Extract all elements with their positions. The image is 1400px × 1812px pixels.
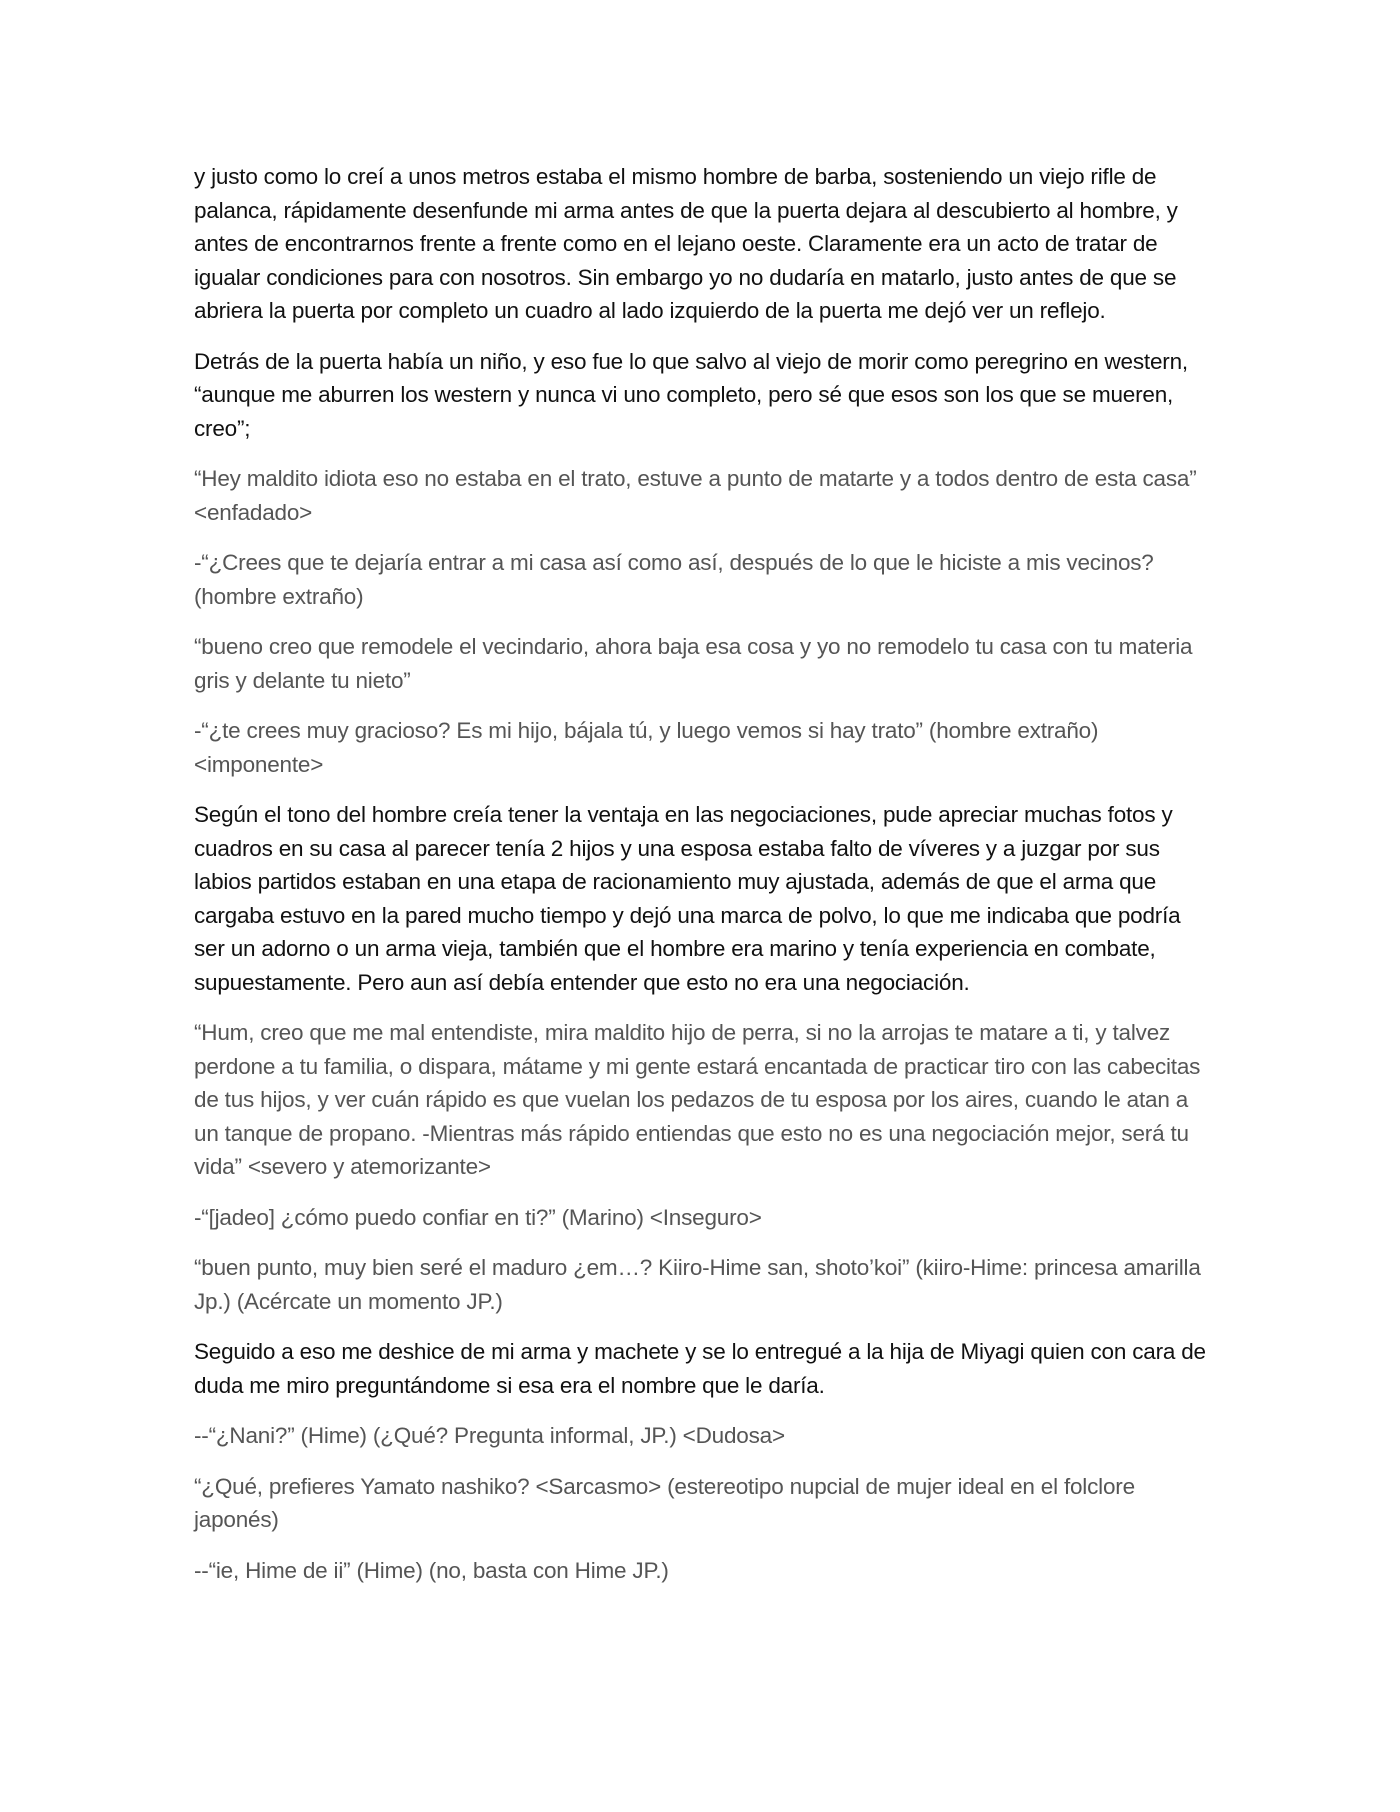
- narration-paragraph: Según el tono del hombre creía tener la ventaja en las negociaciones, pude apreciar muchas fotos y cuadros en su casa al parecer tenía 2 hijos y una esposa estaba falto de víveres y a juzgar por sus labios partidos estaban en una etapa de racionamiento muy ajustada, además de que el arma que cargaba estuvo en la pared mucho tiempo y dejó una marca de polvo, lo que me indicaba que podría ser un adorno o un arma vieja, también que el hombre era marino y tenía experiencia en combate, supuestamente. Pero aun así debía entender que esto no era una negociación.: [194, 802, 1181, 995]
- dialogue-paragraph: -“[jadeo] ¿cómo puedo confiar en ti?” (Marino) <Inseguro>: [194, 1204, 762, 1230]
- dialogue-paragraph: “buen punto, muy bien seré el maduro ¿em…? Kiiro-Hime san, shoto’koi” (kiiro-Hime: princesa amarilla Jp.) (Acércate un momento JP.): [194, 1255, 1201, 1314]
- dialogue-paragraph: “¿Qué, prefieres Yamato nashiko? <Sarcasmo> (estereotipo nupcial de mujer ideal en el folclore japonés): [194, 1473, 1135, 1532]
- dialogue-paragraph: “bueno creo que remodele el vecindario, ahora baja esa cosa y yo no remodelo tu casa con tu materia gris y delante tu nieto”: [194, 634, 1193, 693]
- dialogue-paragraph: --“ie, Hime de ii” (Hime) (no, basta con Hime JP.): [194, 1557, 669, 1583]
- dialogue-paragraph: “Hey maldito idiota eso no estaba en el trato, estuve a punto de matarte y a todos dentro de esta casa” <enfadado>: [194, 466, 1197, 525]
- document-page: [194, 160, 1210, 1604]
- dialogue-paragraph: -“¿te crees muy gracioso? Es mi hijo, bájala tú, y luego vemos si hay trato” (hombre extraño) <imponente>: [194, 718, 1099, 777]
- narration-paragraph: Detrás de la puerta había un niño, y eso fue lo que salvo al viejo de morir como peregrino en western, “aunque me aburren los western y nunca vi uno completo, pero sé que esos son los que se mueren, creo”;: [194, 348, 1188, 441]
- narration-paragraph: y justo como lo creí a unos metros estaba el mismo hombre de barba, sosteniendo un viejo rifle de palanca, rápidamente desenfunde mi arma antes de que la puerta dejara al descubierto al hombre, y antes de encontrarnos frente a frente como en el lejano oeste. Claramente era un acto de tratar de igualar condiciones para con nosotros. Sin embargo yo no dudaría en matarlo, justo antes de que se abriera la puerta por completo un cuadro al lado izquierdo de la puerta me dejó ver un reflejo.: [194, 164, 1178, 323]
- dialogue-paragraph: “Hum, creo que me mal entendiste, mira maldito hijo de perra, si no la arrojas te matare a ti, y talvez perdone a tu familia, o dispara, mátame y mi gente estará encantada de practicar tiro con las cabecitas de tus hijos, y ver cuán rápido es que vuelan los pedazos de tu esposa por los aires, cuando le atan a un tanque de propano. -Mientras más rápido entiendas que esto no es una negociación mejor, será tu vida” <severo y atemorizante>: [194, 1020, 1201, 1179]
- dialogue-paragraph: -“¿Crees que te dejaría entrar a mi casa así como así, después de lo que le hiciste a mis vecinos? (hombre extraño): [194, 550, 1154, 609]
- dialogue-paragraph: --“¿Nani?” (Hime) (¿Qué? Pregunta informal, JP.) <Dudosa>: [194, 1423, 785, 1448]
- narration-paragraph: Seguido a eso me deshice de mi arma y machete y se lo entregué a la hija de Miyagi quien con cara de duda me miro preguntándome si esa era el nombre que le daría.: [194, 1339, 1206, 1398]
